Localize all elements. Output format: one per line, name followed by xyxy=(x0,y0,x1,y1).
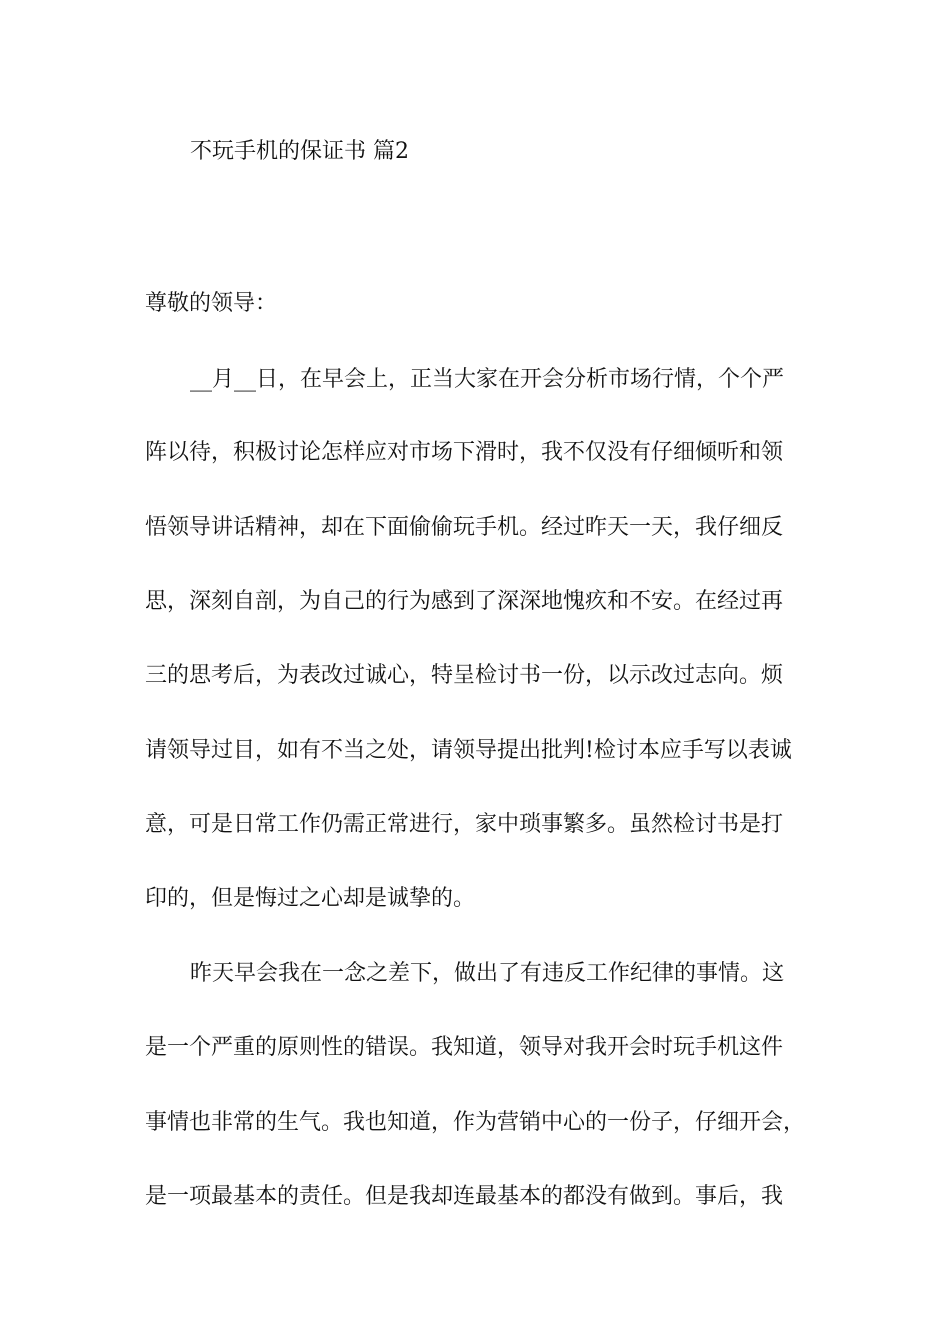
body-line: 阵以待，积极讨论怎样应对市场下滑时，我不仅没有仔细倾听和领 xyxy=(145,440,784,465)
body-line: 请领导过目，如有不当之处，请领导提出批判!检讨本应手写以表诚 xyxy=(145,738,792,763)
salutation: 尊敬的领导： xyxy=(145,291,278,316)
body-line: 印的，但是悔过之心却是诚挚的。 xyxy=(145,886,476,911)
body-line: 思，深刻自剖，为自己的行为感到了深深地愧疚和不安。在经过再 xyxy=(145,589,784,614)
body-line: 是一个严重的原则性的错误。我知道，领导对我开会时玩手机这件 xyxy=(145,1035,784,1060)
body-line: 悟领导讲话精神，却在下面偷偷玩手机。经过昨天一天，我仔细反 xyxy=(145,515,784,540)
body-line: 事情也非常的生气。我也知道，作为营销中心的一份子，仔细开会， xyxy=(145,1110,806,1135)
document-title: 不玩手机的保证书 篇2 xyxy=(190,139,409,164)
body-line: 昨天早会我在一念之差下，做出了有违反工作纪律的事情。这 xyxy=(190,961,785,986)
body-line: __月__日，在早会上，正当大家在开会分析市场行情，个个严 xyxy=(190,367,785,392)
body-line: 意，可是日常工作仍需正常进行，家中琐事繁多。虽然检讨书是打 xyxy=(145,812,784,837)
body-line: 三的思考后，为表改过诚心，特呈检讨书一份，以示改过志向。烦 xyxy=(145,663,784,688)
body-line: 是一项最基本的责任。但是我却连最基本的都没有做到。事后，我 xyxy=(145,1184,784,1209)
